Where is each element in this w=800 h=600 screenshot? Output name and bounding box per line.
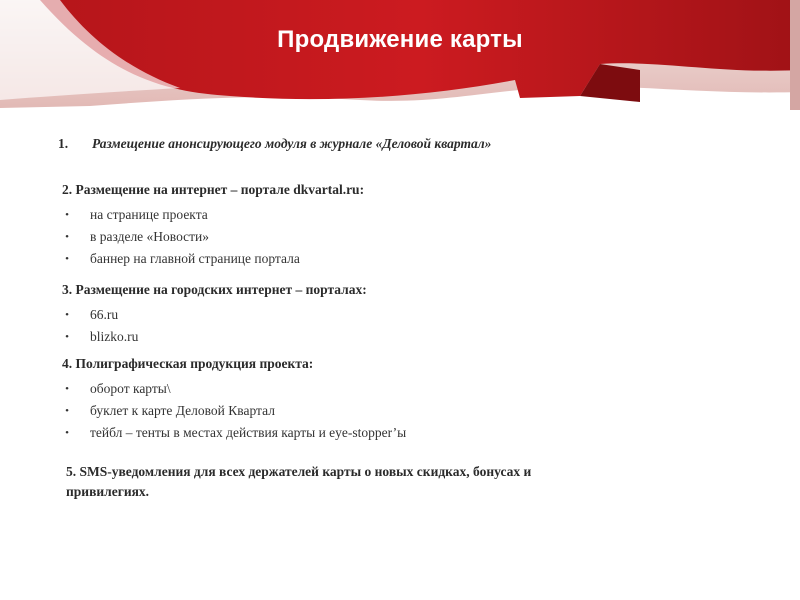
- bullet-icon: •: [65, 253, 69, 265]
- section-heading: 3. Размещение на городских интернет – порталах:: [62, 282, 367, 297]
- list-item: • 66.ru: [62, 304, 367, 326]
- item-number: 1.: [58, 136, 69, 151]
- list-item: • буклет к карте Деловой Квартал: [62, 400, 406, 422]
- bullet-icon: •: [65, 405, 69, 417]
- list-item: • blizko.ru: [62, 326, 367, 348]
- list-item: • тейбл – тенты в местах действия карты и eye-stopper’ы: [62, 422, 406, 444]
- bullet-icon: •: [65, 427, 69, 439]
- list-item: • баннер на главной странице портала: [62, 248, 364, 270]
- section-heading: 2. Размещение на интернет – портале dkvartal.ru:: [62, 182, 365, 197]
- section-sms: 5. SMS-уведомления для всех держателей карты о новых скидках, бонусах и привилегиях.: [66, 464, 532, 499]
- list-item: • на странице проекта: [62, 204, 364, 226]
- list-item: • оборот карты\: [62, 378, 406, 400]
- bullet-icon: •: [65, 383, 69, 395]
- bullet-icon: •: [65, 309, 69, 321]
- bullet-list: [62, 204, 364, 270]
- section-city-portals: [62, 280, 367, 348]
- bullet-list: [62, 378, 406, 444]
- item-text: Размещение анонсирующего модуля в журнале «Деловой квартал»: [92, 136, 492, 151]
- bullet-icon: •: [65, 209, 69, 221]
- bullet-list: [62, 304, 367, 348]
- list-item-1: [58, 136, 491, 152]
- bullet-icon: •: [65, 331, 69, 343]
- page-title: Продвижение карты: [277, 26, 523, 53]
- section-internet-portal: [62, 180, 364, 270]
- section-print-products: [62, 354, 406, 444]
- bullet-icon: •: [65, 231, 69, 243]
- list-item: • в разделе «Новости»: [62, 226, 364, 248]
- section-heading: 4. Полиграфическая продукция проекта:: [62, 356, 314, 371]
